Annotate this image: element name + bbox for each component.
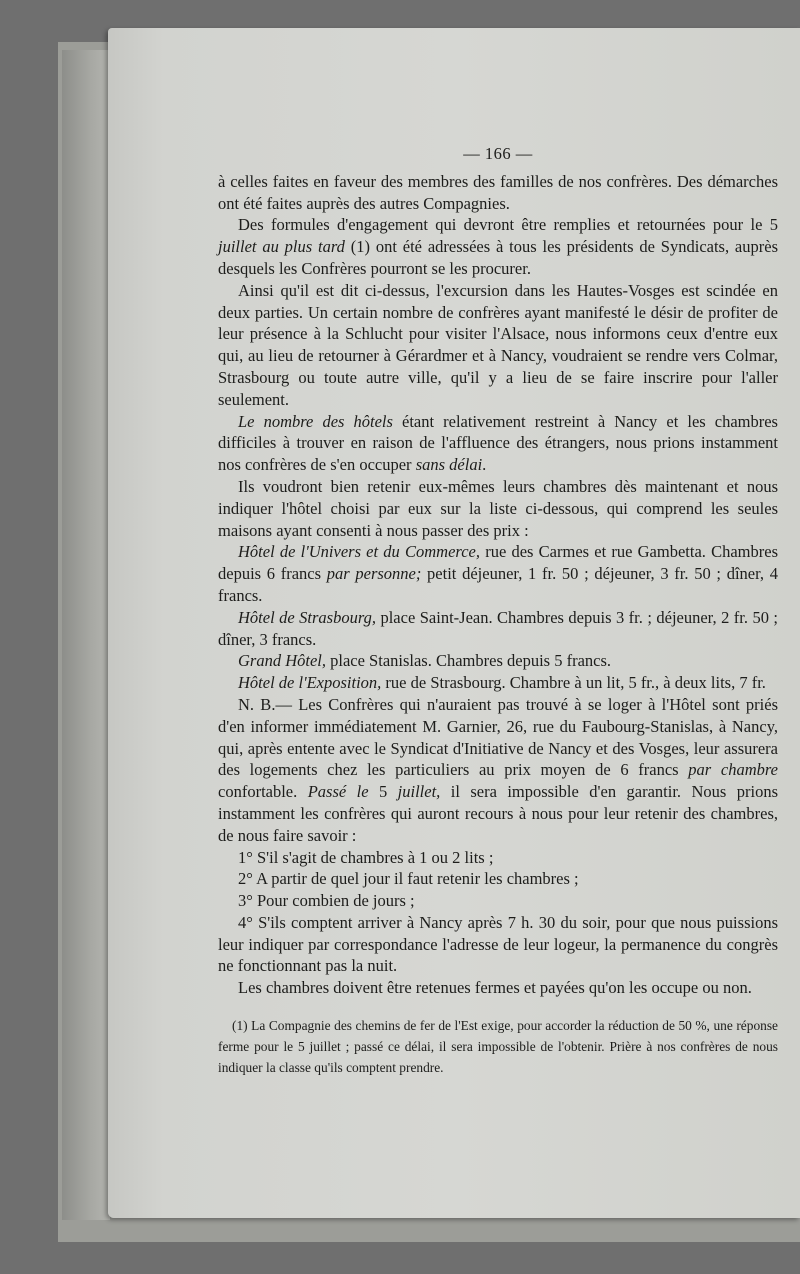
paragraph-excursion: Ainsi qu'il est dit ci-dessus, l'excursion dans les Hautes-Vosges est scindée en deux parties. Un certain nombre de confrères ayant manifesté le désir de profiter de leur présence à la Schlucht pour visiter l'Alsace, nous informons ceux d'entre eux qui, au lieu de retourner à Gérardmer et à Nancy, voudraient se rendre vers Colmar, Strasbourg ou toute autre ville, qu'il y a lieu de se faire inscrire pour l'aller seulement. — [218, 280, 778, 409]
hotel-exposition: Hôtel de l'Exposition, rue de Strasbourg. Chambre à un lit, 5 fr., à deux lits, 7 fr. — [238, 673, 766, 693]
paragraph-closing: Les chambres doivent être retenues fermes et payées qu'on les occupe ou non. — [238, 978, 752, 998]
grand-hotel: Grand Hôtel, place Stanislas. Chambres depuis 5 francs. — [238, 651, 612, 671]
paragraph-reservation: Ils voudront bien retenir eux-mêmes leurs chambres dès maintenant et nous indiquer l'hôtel choisi par eux sur la liste ci-dessous, qui comprend les seules maisons ayant consenti à nous passer des prix : — [218, 476, 778, 540]
page-number: — 166 — — [463, 144, 533, 163]
paragraph-engagement-forms: Des formules d'engagement qui devront être remplies et retournées pour le 5 juillet au plus tard (1) ont été adressées à tous les présidents de Syndicats, auprès desquels les Confrères pourront se les procurer. — [218, 215, 778, 278]
footnote-text: (1) La Compagnie des chemins de fer de l'Est exige, pour accorder la réduction de 50 %, une réponse ferme pour le 5 juillet ; passé ce délai, il sera impossible de l'obtenir. Prière à nos confrères de nous indiquer la classe qu'ils comptent prendre. — [218, 1018, 778, 1076]
page-text — [218, 143, 778, 1078]
nota-bene: N. B.— Les Confrères qui n'auraient pas trouvé à se loger à l'Hôtel sont priés d'en informer immédiatement M. Garnier, 26, rue du Faubourg-Stanislas, à Nancy, qui, après entente avec le Syndicat d'Initiative de Nancy et des Vosges, leur assurera des logements chez les particuliers au prix moyen de 6 francs par chambre confortable. Passé le 5 juillet, il sera impossible d'en garantir. Nous prions instamment les confrères qui auront recours à nous pour leur retenir des chambres, de nous faire savoir : — [218, 694, 778, 845]
list-item: 3° Pour combien de jours ; — [238, 891, 415, 911]
page-edge — [62, 50, 110, 1220]
paragraph-continued: à celles faites en faveur des membres des familles de nos confrères. Des démarches ont été faites auprès des autres Compagnies. — [218, 171, 778, 213]
list-item: 1° S'il s'agit de chambres à 1 ou 2 lits ; — [238, 847, 494, 867]
list-item: 4° S'ils comptent arriver à Nancy après 7 h. 30 du soir, pour que nous puissions leur indiquer par correspondance l'adresse de leur logeur, la permanence du congrès ne fonctionnant pas la nuit. — [218, 912, 778, 976]
hotel-strasbourg: Hôtel de Strasbourg, place Saint-Jean. Chambres depuis 3 fr. ; déjeuner, 2 fr. 50 ; dîner, 3 francs. — [218, 607, 779, 649]
footnote — [218, 1015, 778, 1078]
list-item: 2° A partir de quel jour il faut retenir les chambres ; — [238, 869, 579, 889]
hotel-univers: Hôtel de l'Univers et du Commerce, rue des Carmes et rue Gambetta. Chambres depuis 6 francs par personne; petit déjeuner, 1 fr. 50 ; déjeuner, 3 fr. 50 ; dîner, 4 francs. — [218, 542, 779, 605]
paragraph-hotels-notice: Le nombre des hôtels étant relativement restreint à Nancy et les chambres difficiles à trouver en raison de l'affluence des étrangers, nous prions instamment nos confrères de s'en occuper sans délai. — [218, 411, 778, 475]
